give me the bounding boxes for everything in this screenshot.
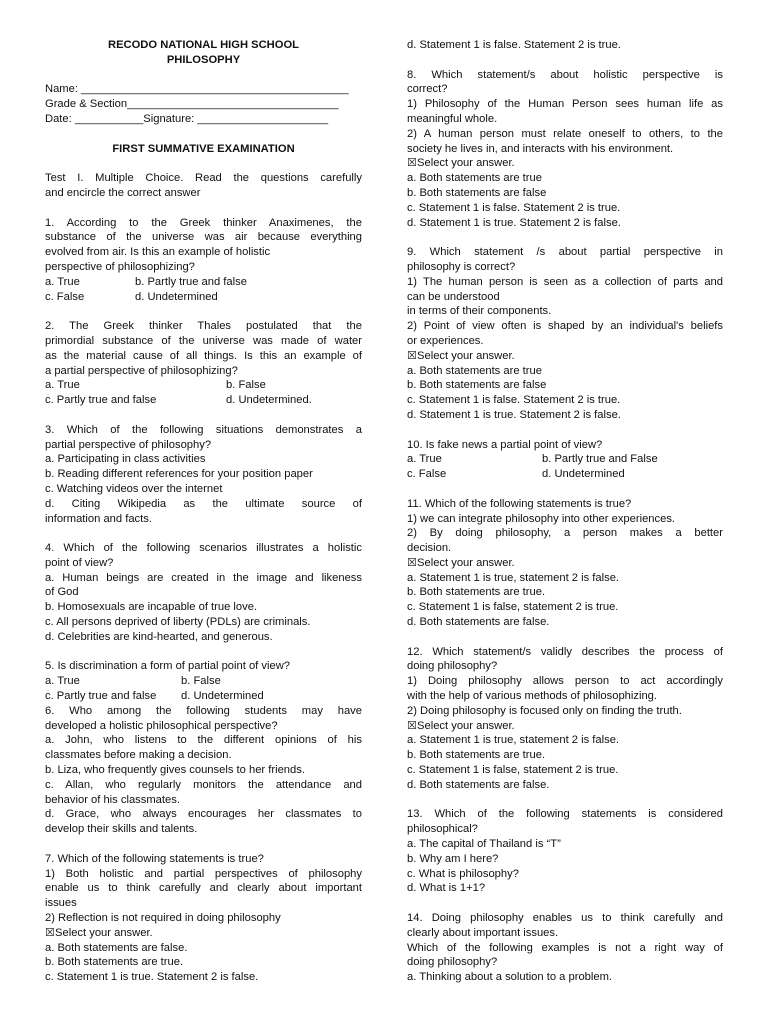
text-line: issues <box>45 897 77 910</box>
text-line: 3. Which of the following situations demonstrates a <box>45 423 362 436</box>
text-line: philosophical? <box>407 823 478 836</box>
blank-line <box>45 127 362 142</box>
option-text: b. Partly true and False <box>542 453 658 466</box>
option-text: c. False <box>407 468 447 481</box>
text-line: c. Statement 1 is false. Statement 2 is true. <box>407 201 621 214</box>
text-line: c. All persons deprived of liberty (PDLs) are criminals. <box>45 616 311 629</box>
text-line: behavior of his classmates. <box>45 793 180 806</box>
text-line: b. Both statements are true. <box>407 586 546 599</box>
text-line: 13. Which of the following statements is considered <box>407 808 723 821</box>
text-line: a. John, who listens to the different opinions of his <box>45 734 362 747</box>
text-line: meaningful whole. <box>407 112 498 125</box>
option-row <box>45 290 362 305</box>
option-row <box>45 275 362 290</box>
text-line: d. Both statements are false. <box>407 778 550 791</box>
option-row <box>407 452 723 467</box>
text-line: b. Both statements are true. <box>45 956 184 969</box>
text-line: Name: ___________________________________________ <box>45 83 349 96</box>
text-line: correct? <box>407 83 448 96</box>
option-text: d. Undetermined <box>542 468 625 481</box>
text-line: c. Statement 1 is false, statement 2 is true. <box>407 601 619 614</box>
text-line: develop their skills and talents. <box>45 823 198 836</box>
text-line: 9. Which statement /s about partial perspective in <box>407 246 723 259</box>
text-line: philosophy is correct? <box>407 260 516 273</box>
text-line: 6. Who among the following students may have <box>45 704 362 717</box>
option-text: d. Undetermined. <box>226 394 312 407</box>
text-line: c. Watching videos over the internet <box>45 482 223 495</box>
text-line: 2) Reflection is not required in doing philosophy <box>45 912 281 925</box>
text-line: 1) we can integrate philosophy into other experiences. <box>407 512 676 525</box>
text-line: or experiences. <box>407 334 484 347</box>
blank-line <box>45 408 362 423</box>
text-line: decision. <box>407 542 452 555</box>
right-column <box>407 38 723 985</box>
text-line: b. Reading different references for your position paper <box>45 468 313 481</box>
blank-line <box>407 630 723 645</box>
text-line: d. Statement 1 is true. Statement 2 is false. <box>407 216 621 229</box>
text-line: a. The capital of Thailand is “T” <box>407 838 561 851</box>
blank-line <box>407 793 723 808</box>
text-line: b. Both statements are false <box>407 186 547 199</box>
text-line: 14. Doing philosophy enables us to think carefully and <box>407 912 723 925</box>
text-line: d. Celebrities are kind-hearted, and generous. <box>45 630 273 643</box>
text-line: 8. Which statement/s about holistic perspective is <box>407 68 723 81</box>
text-line: a. Both statements are true <box>407 172 542 185</box>
text-line: Test I. Multiple Choice. Read the questions carefully <box>45 172 362 185</box>
text-line: d. Statement 1 is false. Statement 2 is true. <box>407 39 621 51</box>
text-line: a. Human beings are created in the image and likeness <box>45 571 362 584</box>
text-line: 12. Which statement/s validly describes the process of <box>407 645 723 658</box>
text-line: 1) The human person is seen as a collection of parts and <box>407 275 723 288</box>
option-text: d. Undetermined <box>181 690 264 703</box>
option-text: a. True <box>45 675 80 688</box>
blank-line <box>45 837 362 852</box>
option-text: b. False <box>181 675 221 688</box>
text-line: 1) Both holistic and partial perspectives of philosophy <box>45 867 362 880</box>
blank-line <box>45 68 362 83</box>
heading: FIRST SUMMATIVE EXAMINATION <box>112 142 295 155</box>
text-line: point of view? <box>45 556 114 569</box>
text-line: substance of the universe was air because everything <box>45 231 362 244</box>
text-line: enable us to think carefully and clearly about important <box>45 882 362 895</box>
text-line: a. Both statements are true <box>407 364 542 377</box>
blank-line <box>407 423 723 438</box>
text-line: in terms of their components. <box>407 305 552 318</box>
text-line: doing philosophy? <box>407 660 498 673</box>
text-line: ☒Select your answer. <box>407 349 515 362</box>
text-line: Grade & Section__________________________________ <box>45 98 339 111</box>
text-line: d. Statement 1 is true. Statement 2 is false. <box>407 408 621 421</box>
text-line: c. Statement 1 is true. Statement 2 is false. <box>45 971 259 984</box>
option-text: d. Undetermined <box>135 290 218 303</box>
text-line: 2) Doing philosophy is focused only on finding the truth. <box>407 704 682 717</box>
text-line: with the help of various methods of philosophizing. <box>407 690 658 703</box>
blank-line <box>407 482 723 497</box>
text-line: a partial perspective of philosophizing? <box>45 364 238 377</box>
text-line: and encircle the correct answer <box>45 186 201 199</box>
text-line: 2) A human person must relate oneself to others, to the <box>407 127 723 140</box>
heading: PHILOSOPHY <box>166 53 241 66</box>
text-line: Date: ___________Signature: _____________________ <box>45 112 329 125</box>
text-line: primordial substance of the universe was made of water <box>45 334 362 347</box>
left-column <box>45 38 362 985</box>
text-line: ☒Select your answer. <box>407 719 515 732</box>
text-line: b. Both statements are true. <box>407 749 546 762</box>
option-text: c. False <box>45 290 85 303</box>
heading: RECODO NATIONAL HIGH SCHOOL <box>107 39 300 51</box>
blank-line <box>45 304 362 319</box>
text-line: of God <box>45 586 79 599</box>
text-line: 2. The Greek thinker Thales postulated that the <box>45 320 362 333</box>
option-text: a. True <box>407 453 442 466</box>
text-line: developed a holistic philosophical perspective? <box>45 719 278 732</box>
text-line: b. Homosexuals are incapable of true love. <box>45 601 258 614</box>
option-text: c. Partly true and false <box>45 690 157 703</box>
option-row <box>45 674 362 689</box>
text-line: 7. Which of the following statements is true? <box>45 852 264 865</box>
blank-line <box>407 230 723 245</box>
text-line: partial perspective of philosophy? <box>45 438 212 451</box>
option-text: b. Partly true and false <box>135 275 247 288</box>
blank-line <box>45 645 362 660</box>
text-line: a. Statement 1 is true, statement 2 is false. <box>407 571 620 584</box>
text-line: 1) Doing philosophy allows person to act accordingly <box>407 675 723 688</box>
text-line: Which of the following examples is not a right way of <box>407 941 723 954</box>
text-line: as the material cause of all things. Is this an example of <box>45 349 362 362</box>
blank-line <box>45 201 362 216</box>
text-line: c. Statement 1 is false. Statement 2 is true. <box>407 394 621 407</box>
text-line: classmates before making a decision. <box>45 749 232 762</box>
text-line: a. Both statements are false. <box>45 941 188 954</box>
text-line: 1. According to the Greek thinker Anaximenes, the <box>45 216 362 229</box>
text-line: information and facts. <box>45 512 152 525</box>
option-text: b. False <box>226 379 266 392</box>
blank-line <box>407 53 723 68</box>
text-line: c. Allan, who regularly monitors the attendance and <box>45 778 362 791</box>
text-line: b. Liza, who frequently gives counsels to her friends. <box>45 764 305 777</box>
text-line: perspective of philosophizing? <box>45 260 195 273</box>
text-line: 4. Which of the following scenarios illustrates a holistic <box>45 542 362 555</box>
text-line: a. Statement 1 is true, statement 2 is false. <box>407 734 620 747</box>
text-line: ☒Select your answer. <box>407 157 515 170</box>
text-line: 2) By doing philosophy, a person makes a better <box>407 527 723 540</box>
option-text: c. Partly true and false <box>45 394 157 407</box>
option-row <box>45 393 362 408</box>
option-row <box>407 467 723 482</box>
option-row <box>45 378 362 393</box>
text-line: a. Thinking about a solution to a problem. <box>407 971 613 984</box>
text-line: 2) Point of view often is shaped by an individual's beliefs <box>407 320 723 333</box>
option-row <box>45 689 362 704</box>
text-line: a. Participating in class activities <box>45 453 206 466</box>
text-line: 11. Which of the following statements is true? <box>407 497 632 510</box>
blank-line <box>45 526 362 541</box>
blank-line <box>45 156 362 171</box>
text-line: evolved from air. Is this an example of holistic <box>45 246 271 259</box>
text-line: b. Both statements are false <box>407 379 547 392</box>
option-text: a. True <box>45 275 80 288</box>
blank-line <box>407 896 723 911</box>
text-line: ☒Select your answer. <box>407 556 515 569</box>
text-line: 10. Is fake news a partial point of view? <box>407 438 603 451</box>
text-line: 5. Is discrimination a form of partial point of view? <box>45 660 290 673</box>
text-line: society he lives in, and interacts with his environment. <box>407 142 674 155</box>
text-line: d. Grace, who always encourages her classmates to <box>45 808 362 821</box>
text-line: c. Statement 1 is false, statement 2 is true. <box>407 764 619 777</box>
text-line: d. What is 1+1? <box>407 882 486 895</box>
text-line: d. Both statements are false. <box>407 616 550 629</box>
text-line: can be understood <box>407 290 500 303</box>
text-line: d. Citing Wikipedia as the ultimate source of <box>45 497 362 510</box>
text-line: clearly about important issues. <box>407 926 559 939</box>
text-line: c. What is philosophy? <box>407 867 519 880</box>
text-line: 1) Philosophy of the Human Person sees human life as <box>407 98 723 111</box>
option-text: a. True <box>45 379 80 392</box>
text-line: ☒Select your answer. <box>45 926 153 939</box>
text-line: b. Why am I here? <box>407 852 499 865</box>
text-line: doing philosophy? <box>407 956 498 969</box>
